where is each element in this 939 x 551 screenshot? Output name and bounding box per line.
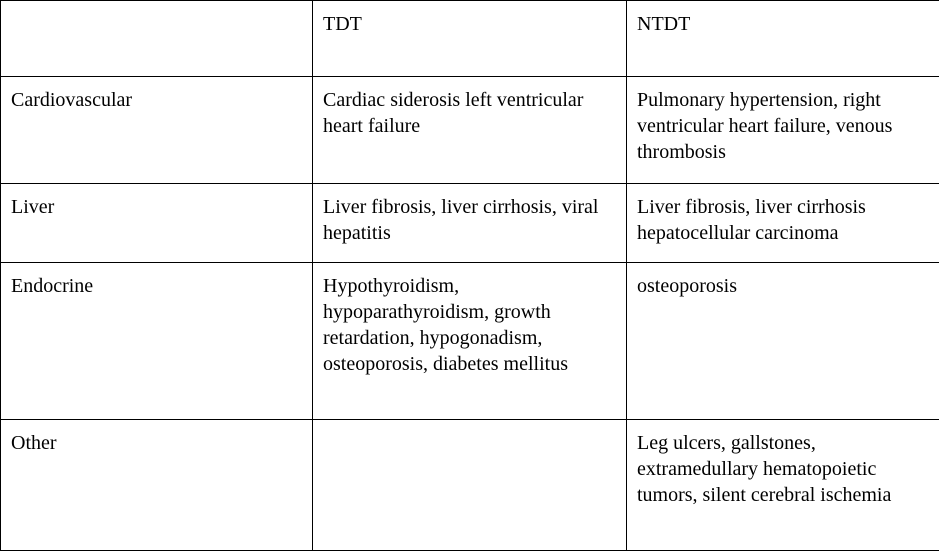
table-row — [1, 77, 939, 184]
ntdt-cell: Pulmonary hypertension, right ventricular heart failure, venous thrombosis — [627, 77, 939, 184]
header-cell-tdt: TDT — [313, 1, 627, 77]
table-row — [1, 184, 939, 263]
tdt-cell: Liver fibrosis, liver cirrhosis, viral hepatitis — [313, 184, 627, 263]
table-row — [1, 263, 939, 420]
ntdt-cell: Leg ulcers, gallstones, extramedullary hematopoietic tumors, silent cerebral ischemia — [627, 420, 939, 551]
table-row — [1, 420, 939, 551]
header-row — [1, 1, 939, 77]
ntdt-cell: Liver fibrosis, liver cirrhosis hepatocellular carcinoma — [627, 184, 939, 263]
tdt-cell: Cardiac siderosis left ventricular heart failure — [313, 77, 627, 184]
tdt-cell: Hypothyroidism, hypoparathyroidism, growth retardation, hypogonadism, osteoporosis, diabetes mellitus — [313, 263, 627, 420]
category-cell: Cardiovascular — [1, 77, 313, 184]
tdt-cell — [313, 420, 627, 551]
header-cell-ntdt: NTDT — [627, 1, 939, 77]
category-cell: Other — [1, 420, 313, 551]
ntdt-cell: osteoporosis — [627, 263, 939, 420]
category-cell: Liver — [1, 184, 313, 263]
header-cell-empty — [1, 1, 313, 77]
category-cell: Endocrine — [1, 263, 313, 420]
